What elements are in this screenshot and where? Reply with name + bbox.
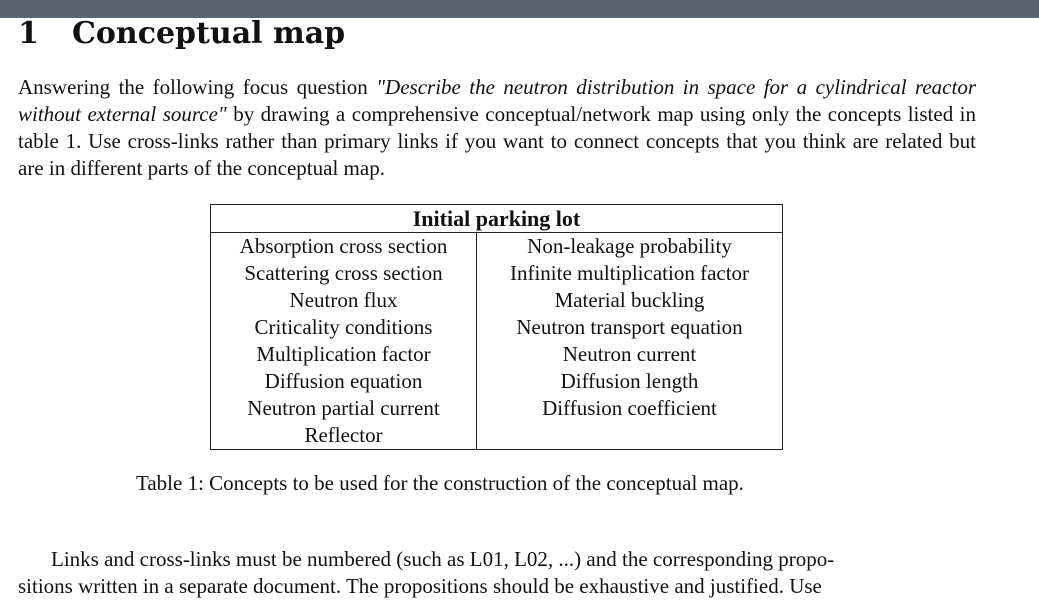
table-cell: Material buckling (477, 287, 783, 314)
table-header: Initial parking lot (211, 205, 783, 233)
table-row (211, 341, 783, 368)
table-cell: Absorption cross section (211, 233, 477, 261)
table-cell: Infinite multiplication factor (477, 260, 783, 287)
concepts-table (210, 204, 783, 450)
links-paragraph (18, 546, 976, 600)
links-line-1: Links and cross-links must be numbered (such as L01, L02, ...) and the corresponding propo- (51, 547, 835, 571)
table-cell: Multiplication factor (211, 341, 477, 368)
table-cell: Neutron partial current (211, 395, 477, 422)
links-line-2: sitions written in a separate document. The propositions should be exhaustive and justified. Use (18, 574, 822, 598)
table-row (211, 368, 783, 395)
section-title-text: Conceptual map (72, 16, 346, 51)
table-cell: Non-leakage probability (477, 233, 783, 261)
table-cell: Criticality conditions (211, 314, 477, 341)
intro-paragraph (18, 74, 976, 182)
table-cell: Reflector (211, 422, 477, 450)
section-number: 1 (18, 16, 39, 51)
table-row (211, 422, 783, 450)
table-row (211, 260, 783, 287)
table-row (211, 395, 783, 422)
table-cell (477, 422, 783, 450)
table-cell: Neutron flux (211, 287, 477, 314)
intro-text-end: by drawing a comprehensive conceptual/network map using only the concepts listed in table 1. Use cross-links rather than primary links if you want to connect concepts that you think are related but are in different parts of the conceptual map. (18, 102, 976, 180)
table-cell: Scattering cross section (211, 260, 477, 287)
intro-text-start: Answering the following focus question (18, 75, 377, 99)
table-row (211, 287, 783, 314)
table-cell: Neutron transport equation (477, 314, 783, 341)
table-cell: Neutron current (477, 341, 783, 368)
focus-question: "Describe the neutron distribution in space for a cylindrical reactor without external source" (18, 75, 977, 126)
table-cell: Diffusion coefficient (477, 395, 783, 422)
table-row (211, 314, 783, 341)
section-heading (18, 14, 345, 54)
table-row (211, 233, 783, 261)
table-cell: Diffusion length (477, 368, 783, 395)
table-cell: Diffusion equation (211, 368, 477, 395)
table-caption: Table 1: Concepts to be used for the construction of the conceptual map. (136, 471, 744, 495)
